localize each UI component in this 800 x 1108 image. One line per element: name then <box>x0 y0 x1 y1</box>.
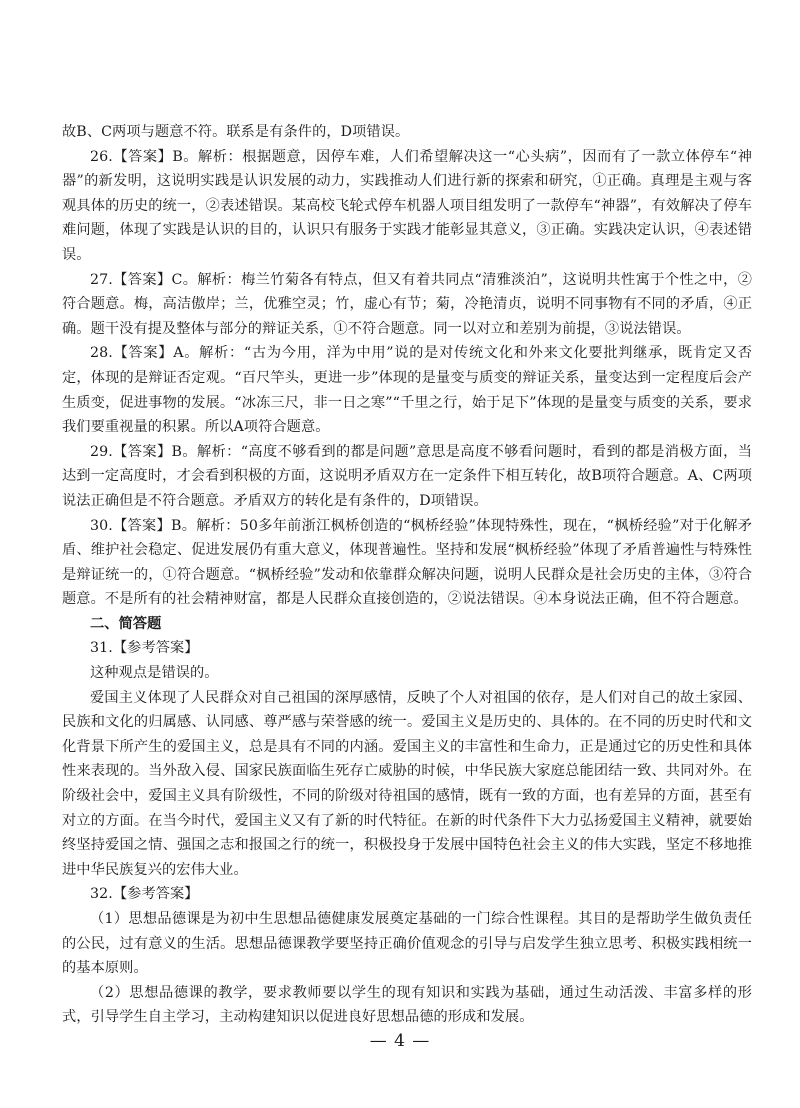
paragraph: 这种观点是错误的。 <box>90 665 219 682</box>
paragraph: 故B、C两项与题意不符。联系是有条件的，D项错误。 <box>62 124 410 140</box>
paragraph: 26.【答案】B。解析：根据题意，因停车难，人们希望解决这一“心头病”，因而有了一款立体停车“神器”的新发明，这说明实践是认识发展的动力，实践推动人们进行新的探索和研究，①正确。真理是主观与客观具体的历史的统一，②表述错误。某高校飞轮式停车机器人项目组发明了一款停车“神器”，有效解决了停车难问题，体现了实践是认识的目的，认识只有服务于实践才能彰显其意义，③正确。实践决定认识，④表述错误。 <box>62 148 752 263</box>
paragraph: 29.【答案】B。解析：“高度不够看到的都是问题”意思是高度不够看问题时，看到的都是消极方面，当达到一定高度时，才会看到积极的方面，这说明矛盾双方在一定条件下相互转化，故B项符合题意。A、C两项说法正确但是不符合题意。矛盾双方的转化是有条件的，D项错误。 <box>62 443 752 509</box>
answer-label: 31.【参考答案】 <box>90 640 199 657</box>
paragraph: 爱国主义体现了人民群众对自己祖国的深厚感情，反映了个人对祖国的依存，是人们对自己的故土家园、民族和文化的归属感、认同感、尊严感与荣誉感的统一。爱国主义是历史的、具体的。在不同的历史时代和文化背景下所产生的爱国主义，总是具有不同的内涵。爱国主义的丰富性和生命力，正是通过它的历史性和具体性来表现的。当外敌入侵、国家民族面临生死存亡威胁的时候，中华民族大家庭总能团结一致、共同对外。在阶级社会中，爱国主义具有阶级性，不同的阶级对待祖国的感情，既有一致的方面，也有差异的方面，甚至有对立的方面。在当今时代，爱国主义又有了新的时代特征。在新的时代条件下大力弘扬爱国主义精神，就要始终坚持爱国之情、强国之志和报国之行的统一，积极投身于发展中国特色社会主义的伟大实践，坚定不移地推进中华民族复兴的宏伟大业。 <box>62 689 752 878</box>
document-body <box>62 120 752 1030</box>
paragraph: 28.【答案】A。解析：“古为今用，洋为中用”说的是对传统文化和外来文化要批判继承，既肯定又否定，体现的是辩证否定观。“百尺竿头，更进一步”体现的是量变与质变的辩证关系，量变达到一定程度后会产生质变，促进事物的发展。“冰冻三尺，非一日之寒”“千里之行，始于足下”体现的是量变与质变的关系，要求我们要重视量的积累。所以A项符合题意。 <box>62 345 752 436</box>
paragraph: （2）思想品德课的教学，要求教师要以学生的现有知识和实践为基础，通过生动活泼、丰富多样的形式，引导学生自主学习，主动构建知识以促进良好思想品德的形成和发展。 <box>62 984 752 1026</box>
paragraph: （1）思想品德课是为初中生思想品德健康发展奠定基础的一门综合性课程。其目的是帮助学生做负责任的公民，过有意义的生活。思想品德课教学要坚持正确价值观念的引导与启发学生独立思考、积极实践相统一的基本原则。 <box>62 911 752 977</box>
answer-label: 32.【参考答案】 <box>90 886 199 903</box>
paragraph: 30.【答案】B。解析：50多年前浙江枫桥创造的“枫桥经验”体现特殊性，现在，“枫桥经验”对于化解矛盾、维护社会稳定、促进发展仍有重大意义，体现普遍性。坚持和发展“枫桥经验”体现了矛盾普遍性与特殊性是辩证统一的，①符合题意。“枫桥经验”发动和依靠群众解决问题，说明人民群众是社会历史的主体，③符合题意。不是所有的社会精神财富，都是人民群众直接创造的，②说法错误。④本身说法正确，但不符合题意。 <box>62 517 752 608</box>
section-heading: 二、简答题 <box>90 615 162 632</box>
paragraph: 27.【答案】C。解析：梅兰竹菊各有特点，但又有着共同点“清雅淡泊”，这说明共性寓于个性之中，②符合题意。梅，高洁傲岸；兰，优雅空灵；竹，虚心有节；菊，冷艳清贞，说明不同事物有不同的矛盾，④正确。题干没有提及整体与部分的辩证关系，①不符合题意。同一以对立和差别为前提，③说法错误。 <box>62 271 752 337</box>
page-number: — 4 — <box>369 1031 431 1051</box>
